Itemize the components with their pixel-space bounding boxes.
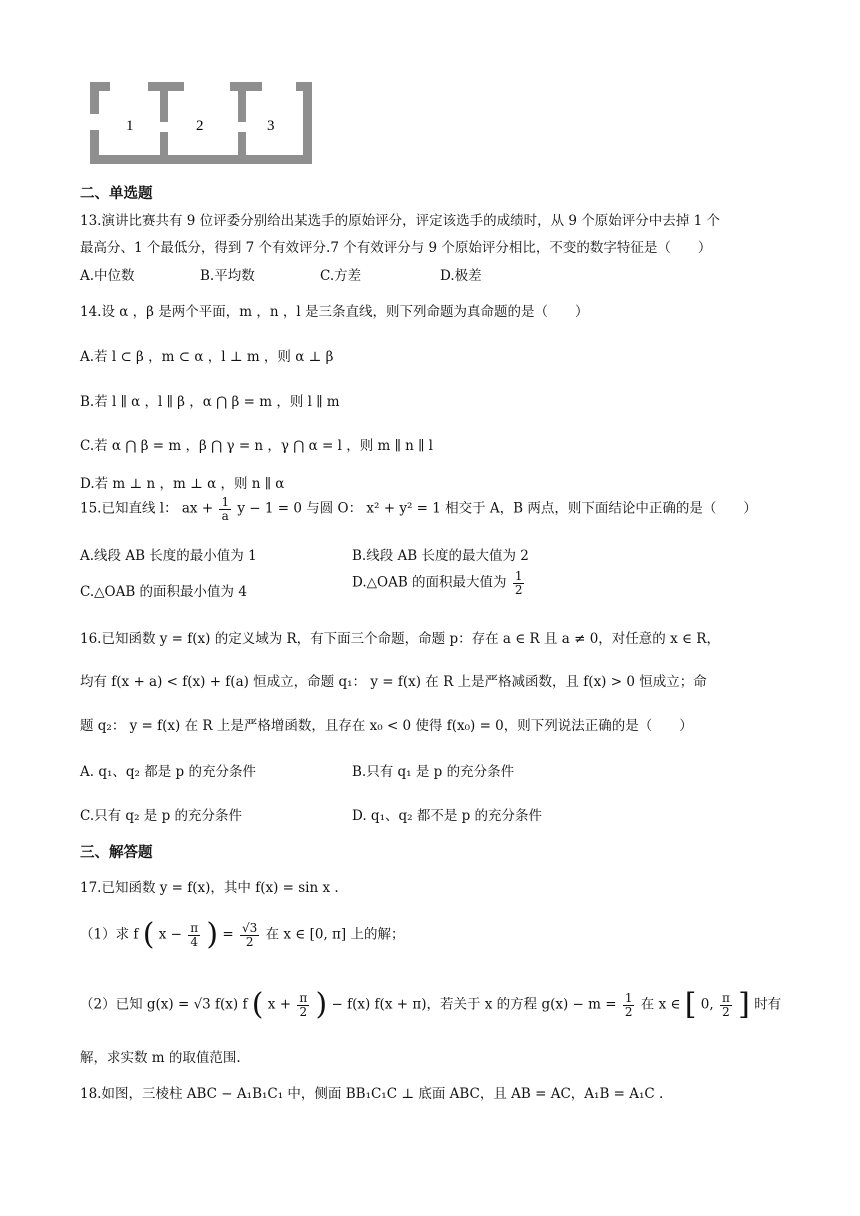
q15-fraction-denominator: a xyxy=(221,508,229,523)
q15-fraction xyxy=(219,496,231,522)
q16-option-a: A. q₁、q₂ 都是 p 的充分条件 xyxy=(80,764,256,780)
q16-line1: 16.已知函数 y = f(x) 的定义域为 R，有下面三个命题，命题 p：存在 a ∈ R 且 a ≠ 0，对任意的 x ∈ R， xyxy=(80,631,720,647)
q17-part2 xyxy=(80,987,782,1022)
q17-part2-prefix: （2）已知 g(x) = √3 f(x) f xyxy=(80,996,248,1013)
q13-option-a: A.中位数 xyxy=(80,268,135,284)
q15-option-c: C.△OAB 的面积最小值为 4 xyxy=(80,584,247,600)
q17-part1-pi-fraction xyxy=(188,922,200,948)
q16-option-c: C.只有 q₂ 是 p 的充分条件 xyxy=(80,808,242,824)
q15-option-d-text: D.△OAB 的面积最大值为 xyxy=(352,574,507,591)
q17-part2-left-bracket: [ xyxy=(684,987,697,1022)
q15-stem xyxy=(80,496,757,522)
rooms-figure xyxy=(86,78,316,166)
room-label-3: 3 xyxy=(267,118,275,134)
q14-option-a: A.若 l ⊂ β ，m ⊂ α ，l ⊥ m ，则 α ⊥ β xyxy=(80,349,334,365)
q17-part2-interval-numerator: π xyxy=(721,990,730,1005)
q14-option-b: B.若 l ∥ α ，l ∥ β ，α ⋂ β = m ，则 l ∥ m xyxy=(80,394,340,410)
q17-part1-equals: = xyxy=(222,926,234,943)
q14-option-c: C.若 α ⋂ β = m ，β ⋂ γ = n ，γ ⋂ α = l ，则 m ∥ n ∥ l xyxy=(80,438,433,454)
room-label-2: 2 xyxy=(196,118,204,134)
q17-part2-pi-denominator: 2 xyxy=(299,1004,308,1019)
q15-fraction-numerator: 1 xyxy=(221,495,230,509)
q13-line1: 13.演讲比赛共有 9 位评委分别给出某选手的原始评分，评定该选手的成绩时，从 9 个原始评分中去掉 1 个 xyxy=(80,213,720,229)
q13-option-b: B.平均数 xyxy=(200,268,255,284)
q17-part2-domain-text: 在 x ∈ xyxy=(640,996,681,1013)
q17-part2-half-fraction xyxy=(623,992,635,1018)
q13-option-c: C.方差 xyxy=(320,268,362,284)
q15-option-b: B.线段 AB 长度的最大值为 2 xyxy=(352,548,529,564)
q17-part1-suffix: 在 x ∈ [0, π] 上的解； xyxy=(265,926,405,943)
q14-option-d: D.若 m ⊥ n ，m ⊥ α ，则 n ∥ α xyxy=(80,476,285,492)
room-label-1: 1 xyxy=(126,118,134,134)
q17-part2-arg: x + xyxy=(267,996,292,1013)
section-title-free-response: 三、解答题 xyxy=(80,844,153,861)
q16-option-d: D. q₁、q₂ 都不是 p 的充分条件 xyxy=(352,808,543,824)
q17-part2-half-denominator: 2 xyxy=(624,1004,633,1019)
q13-option-d: D.极差 xyxy=(440,268,482,284)
q16-line2: 均有 f(x + a) < f(x) + f(a) 恒成立，命题 q₁： y = f(x) 在 R 上是严格减函数，且 f(x) > 0 恒成立；命 xyxy=(80,674,707,690)
q17-part1-arg: x − xyxy=(158,926,182,943)
q17-part2-half-numerator: 1 xyxy=(624,990,633,1005)
q17-part1-left-paren: ( xyxy=(142,917,155,952)
q15-stem-part1: 15.已知直线 l： ax + xyxy=(80,500,214,517)
q17-part1-right-paren: ) xyxy=(206,917,219,952)
q16-line3: 题 q₂： y = f(x) 在 R 上是严格增函数，且存在 x₀ < 0 使得 f(x₀) = 0，则下列说法正确的是（ ） xyxy=(80,718,693,734)
q17-stem: 17.已知函数 y = f(x)，其中 f(x) = sin x . xyxy=(80,880,339,896)
q17-part2-left-paren: ( xyxy=(251,987,264,1022)
q17-part2-right-paren: ) xyxy=(315,987,328,1022)
q17-part2-middle: − f(x) f(x + π)，若关于 x 的方程 g(x) − m = xyxy=(331,996,617,1013)
q17-part2-interval-denominator: 2 xyxy=(722,1004,730,1019)
q15-option-d-denominator: 2 xyxy=(514,582,523,597)
q15-stem-part2: y − 1 = 0 与圆 O： x² + y² = 1 相交于 A，B 两点，则下面结论中正确的是（ ） xyxy=(237,500,757,517)
q17-part1-pi-numerator: π xyxy=(190,920,199,935)
q15-option-d-numerator: 1 xyxy=(514,569,523,583)
q15-option-d-fraction xyxy=(513,570,525,596)
q17-part1-root-denominator: 2 xyxy=(245,934,254,949)
q14-stem: 14.设 α ，β 是两个平面，m ，n ，l 是三条直线，则下列命题为真命题的是（ ） xyxy=(80,304,589,320)
q17-part2-pi-numerator: π xyxy=(299,990,308,1005)
q17-part2-pi-fraction xyxy=(297,992,309,1018)
q18-stem: 18.如图，三棱柱 ABC − A₁B₁C₁ 中，侧面 BB₁C₁C ⊥ 底面 ABC，且 AB = AC，A₁B = A₁C . xyxy=(80,1086,664,1102)
q17-part1-prefix: （1）求 f xyxy=(80,926,139,943)
q17-part2-interval-fraction xyxy=(720,992,732,1018)
q15-option-d xyxy=(352,570,526,596)
q17-part2-line2: 解，求实数 m 的取值范围. xyxy=(80,1050,241,1066)
q17-part2-right-bracket: ] xyxy=(738,987,750,1022)
q15-option-a: A.线段 AB 长度的最小值为 1 xyxy=(80,548,257,564)
section-title-single-choice: 二、单选题 xyxy=(80,185,153,202)
q17-part2-interval-start: 0, xyxy=(700,996,714,1013)
q17-part1-pi-denominator: 4 xyxy=(190,934,198,949)
q17-part1-root-fraction xyxy=(240,922,259,948)
q17-part1-root-numerator: √3 xyxy=(242,920,258,935)
q16-option-b: B.只有 q₁ 是 p 的充分条件 xyxy=(352,764,515,780)
q13-line2: 最高分、1 个最低分，得到 7 个有效评分.7 个有效评分与 9 个原始评分相比，不变的数字特征是（ ） xyxy=(80,240,712,256)
q17-part2-suffix: 时有 xyxy=(754,996,782,1013)
q17-part1 xyxy=(80,917,405,952)
